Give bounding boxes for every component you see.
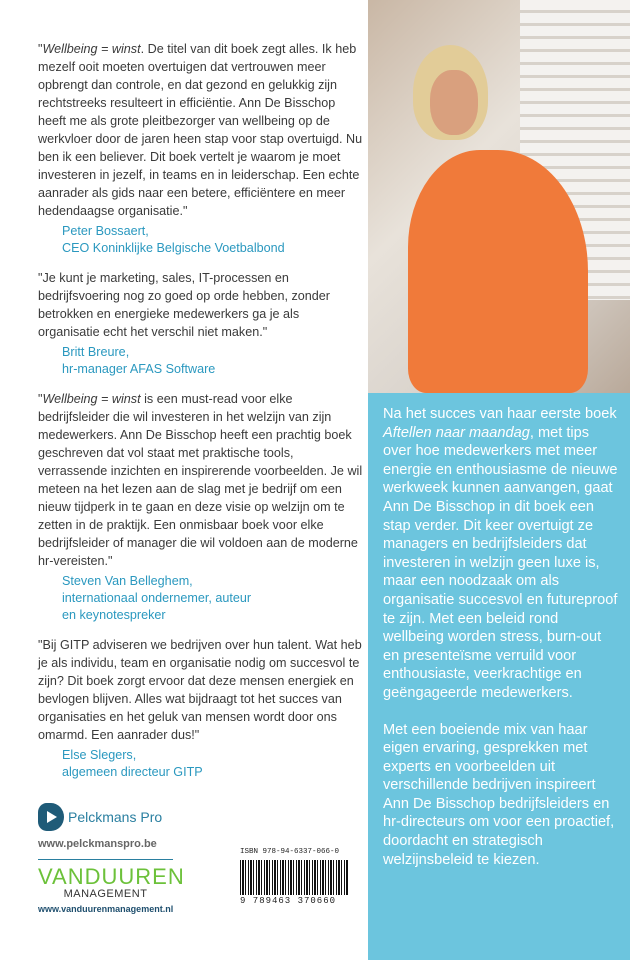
quote-open: " — [38, 392, 43, 406]
attribution-line: algemeen directeur GITP — [62, 765, 203, 779]
publisher-row — [38, 803, 364, 915]
vanduuren-url: www.vanduurenmanagement.nl — [38, 904, 174, 914]
quote-text: Bij GITP adviseren we bedrijven over hun talent. Wat heb je als individu, team en organisatie nodig om succesvol te zijn? Dit boek zorgt ervoor dat deze mensen energiek en bevlogen blijven. Alles wat bijdraagt tot het succes van organisaties en het geluk van mensen wordt door ons omarmd. Een aanrader dus!" — [38, 638, 362, 742]
barcode-digits: 9 789463 370660 — [240, 896, 337, 906]
attribution — [62, 747, 364, 781]
attribution-line: Britt Breure, — [62, 345, 130, 359]
author-face — [430, 70, 478, 135]
blurb-text: Na het succes van haar eerste boek — [383, 406, 617, 422]
attribution-line: en keynotespreker — [62, 608, 166, 622]
quote-open: " — [38, 271, 43, 285]
attribution-line: Else Slegers, — [62, 748, 137, 762]
quote-text: is een must-read voor elke bedrijfsleider die wil investeren in het welzijn van zijn medewerkers. Ann De Bisschop heeft een prachtig boek geschreven dat vol staat met praktische tools, verrassende inzichten en inspirerende voorbeelden. Je wil meteen na het lezen aan de slag met je bedrijf om een nieuw tijdperk in te gaan en deze visie op welzijn om te zetten in de praktijk. Een onmisbaar boek voor elke bedrijfsleider of manager die wil voldoen aan de moderne hr-vereisten." — [38, 392, 363, 568]
blurb-panel — [368, 393, 630, 960]
previous-book-title: Aftellen naar maandag — [383, 424, 530, 441]
author-figure — [408, 150, 588, 393]
quote-open: " — [38, 638, 43, 652]
publisher-logos — [38, 803, 185, 915]
attribution — [62, 573, 364, 624]
quote — [38, 269, 364, 341]
pelckmans-logo — [38, 803, 173, 831]
vanduuren-sub: MANAGEMENT — [63, 888, 148, 900]
divider — [38, 859, 173, 860]
pelckmans-name: Pelckmans Pro — [68, 809, 163, 825]
blurb-text: , met tips over hoe medewerkers met meer energie en enthousiasme de nieuwe werkweek kunnen aanvangen, gaat Ann De Bisschop in dit boek een stap verder. Dit keer overtuigt ze managers en bedrijfsleiders dat investeren in welzijn geen luxe is, maar een noodzaak om als organisatie succesvol en futureproof te zijn. Met een beleid rond wellbeing worden stress, burn-out en presenteïsme verruild voor enthousiaste, veerkrachtige en geëngageerde medewerkers. — [383, 424, 618, 701]
attribution — [62, 344, 364, 378]
attribution-line: hr-manager AFAS Software — [62, 362, 216, 376]
attribution-line: internationaal ondernemer, auteur — [62, 591, 252, 605]
isbn-label: ISBN 978-94-6337-066-0 — [240, 848, 340, 856]
attribution — [62, 223, 364, 257]
endorsements — [38, 40, 364, 915]
attribution-line: Peter Bossaert, — [62, 224, 149, 238]
quote — [38, 40, 364, 220]
author-photo — [368, 0, 630, 393]
blurb-paragraph-2: Met een boeiende mix van haar eigen ervaring, gesprekken met experts en voorbeelden uit verschillende bedrijven inspireert Ann De Bisschop bedrijfsleiders en hr-directeurs om voor een proactief, doordacht en strategisch welzijnsbeleid te kiezen. — [383, 721, 615, 868]
isbn-barcode — [240, 847, 348, 907]
quote — [38, 636, 364, 744]
barcode — [240, 860, 348, 895]
play-icon — [38, 803, 64, 831]
attribution-line: CEO Koninklijke Belgische Voetbalbond — [62, 241, 285, 255]
vanduuren-logo: VANDUUREN — [38, 864, 185, 889]
quote-text: . De titel van dit boek zegt alles. Ik heb mezelf ooit moeten overtuigen dat vertrouwen meer opbrengt dan controle, en dat gezond en gelukkig zijn rechtstreeks resulteert in efficiëntie. Ann De Bisschop heeft me als grote pleitbezorger van wellbeing op de werkvloer door de jaren heen stap voor stap overtuigd. Nu ben ik een believer. Dit boek vertelt je waarom je moet investeren in jezelf, in teams en in leiderschap. Een echte aanrader als gids naar een betere, efficiëntere en meer hedendaagse organisatie." — [38, 42, 363, 218]
book-title: Wellbeing = winst — [42, 392, 141, 406]
quote-open: " — [38, 42, 43, 56]
blurb-paragraph-1 — [383, 405, 620, 703]
attribution-line: Steven Van Belleghem, — [62, 574, 193, 588]
quote — [38, 390, 364, 570]
book-title: Wellbeing = winst — [42, 42, 141, 56]
quote-text: Je kunt je marketing, sales, IT-processen en bedrijfsvoering nog zo goed op orde hebben, zonder betrokken en energieke medewerkers ga je als organisatie echt het verschil niet maken." — [38, 271, 330, 339]
pelckmans-url: www.pelckmanspro.be — [38, 838, 157, 850]
